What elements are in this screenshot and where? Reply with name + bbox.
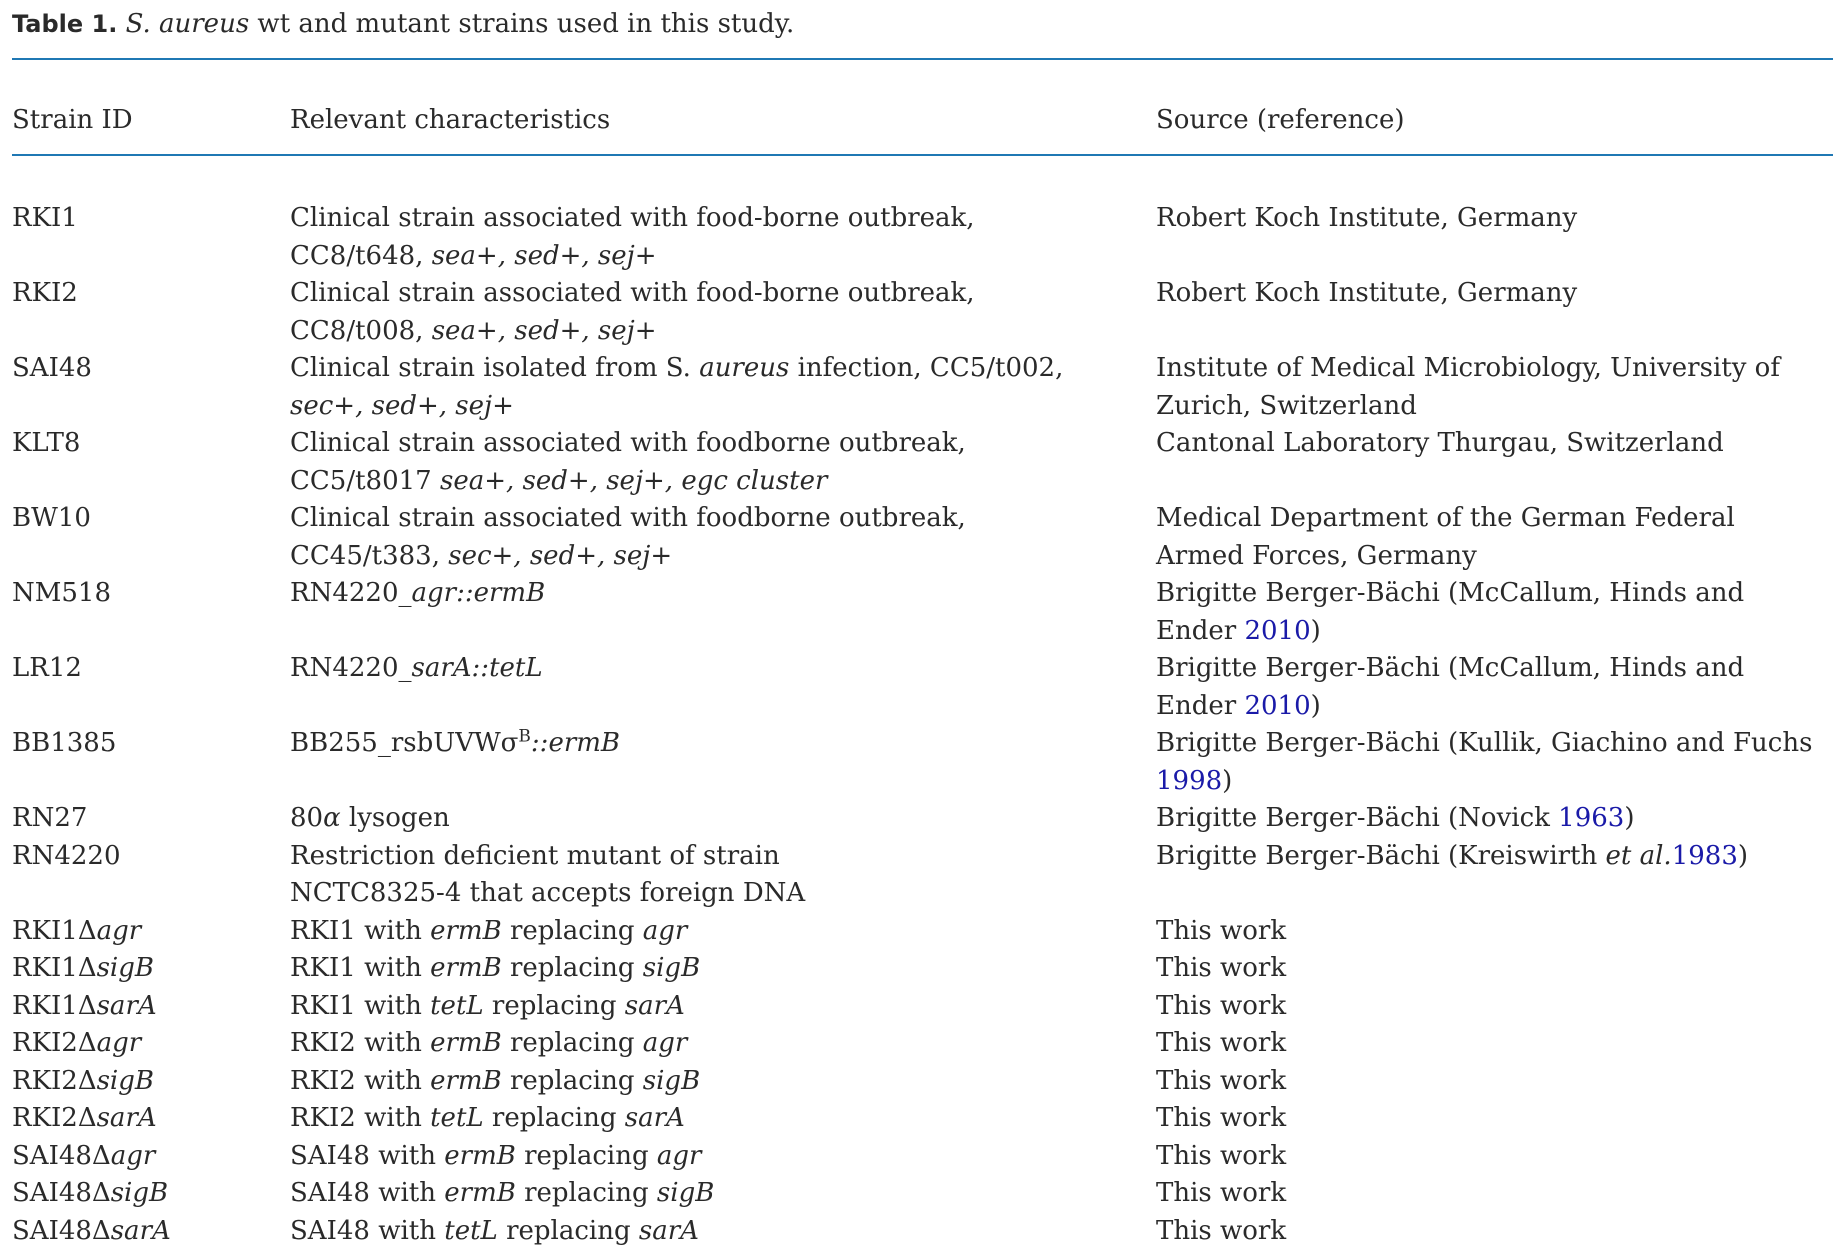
table-body <box>0 200 1833 1250</box>
strain-id: RN4220 <box>12 840 121 871</box>
source: This work <box>1156 915 1287 946</box>
char-text: replacing <box>515 1178 657 1208</box>
source-text: Brigitte Berger-Bächi (Novick <box>1156 803 1559 833</box>
source <box>1156 725 1826 800</box>
char-text: CC45/t383, <box>290 540 449 571</box>
strain-parent: SAI48Δ <box>12 1178 111 1208</box>
caption-text: wt and mutant strains used in this study. <box>249 9 795 39</box>
table-row <box>0 1100 1833 1138</box>
table-row <box>0 1063 1833 1101</box>
reference-link[interactable]: 1998 <box>1156 765 1223 796</box>
char-text: SAI48 with <box>290 1215 445 1246</box>
source: This work <box>1156 1140 1287 1171</box>
char-gene: sarA <box>638 1215 699 1246</box>
char-text: replacing <box>501 1028 643 1058</box>
strain-id: NM518 <box>12 578 111 608</box>
strain-parent: SAI48Δ <box>12 1140 111 1171</box>
strain-parent: RKI1Δ <box>12 990 97 1021</box>
char-gene: sarA <box>624 990 685 1021</box>
strain-id <box>12 1063 282 1101</box>
source-text: Brigitte Berger-Bächi (Kreiswirth <box>1156 840 1606 871</box>
char-text: CC8/t648, <box>290 240 432 271</box>
characteristics <box>290 988 1140 1026</box>
strain-id <box>12 1138 282 1176</box>
char-gene: sigB <box>656 1178 715 1208</box>
char-genes: sea+, sed+, sej+, egc cluster <box>439 465 828 496</box>
char-marker: ermB <box>444 1178 516 1208</box>
source-text: Brigitte Berger-Bächi (McCallum, Hinds and Ender <box>1156 653 1745 721</box>
strain-id <box>12 1100 282 1138</box>
char-line: Clinical strain associated with foodborne outbreak, <box>290 503 966 533</box>
strain-gene: sigB <box>96 1065 155 1096</box>
source-text: ) <box>1624 803 1635 833</box>
char-text: replacing <box>501 915 643 946</box>
characteristics <box>290 1138 1140 1176</box>
strain-parent: RKI1Δ <box>12 953 97 983</box>
char-marker: ermB <box>430 1065 502 1096</box>
reference-link[interactable]: 1963 <box>1558 803 1625 833</box>
char-text: replacing <box>501 1065 643 1096</box>
strain-id <box>12 1025 282 1063</box>
characteristics <box>290 425 1140 500</box>
strain-gene: sigB <box>96 953 155 983</box>
header-strain-id: Strain ID <box>12 105 133 135</box>
reference-link[interactable]: 1983 <box>1671 840 1738 871</box>
char-line: Clinical strain associated with food-borne outbreak, <box>290 278 975 308</box>
char-marker: ermB <box>430 1028 502 1058</box>
strain-id: SAI48 <box>12 353 92 383</box>
characteristics <box>290 1213 1140 1251</box>
strain-gene: sigB <box>110 1178 169 1208</box>
char-text: CC5/t8017 <box>290 465 440 496</box>
source-text: ) <box>1310 615 1321 646</box>
source-text: ) <box>1222 765 1233 796</box>
strain-id: RKI2 <box>12 278 78 308</box>
char-genes: ::ermB <box>530 728 621 758</box>
char-text: RKI2 with <box>290 1065 431 1096</box>
source: This work <box>1156 1065 1287 1096</box>
table-row <box>0 838 1833 913</box>
char-text: RKI1 with <box>290 915 431 946</box>
char-text: Clinical strain isolated from S. <box>290 353 700 383</box>
source-text: Brigitte Berger-Bächi (McCallum, Hinds and Ender <box>1156 578 1745 646</box>
characteristics <box>290 1025 1140 1063</box>
strain-id: LR12 <box>12 653 82 683</box>
table-row <box>0 650 1833 725</box>
header-characteristics: Relevant characteristics <box>290 105 611 135</box>
characteristics <box>290 350 1140 425</box>
strain-id: BW10 <box>12 503 91 533</box>
characteristics <box>290 575 1140 613</box>
char-superscript: B <box>518 726 531 747</box>
char-marker: ermB <box>430 915 502 946</box>
strain-parent: RKI2Δ <box>12 1065 97 1096</box>
char-text: RKI2 with <box>290 1103 431 1133</box>
table-row <box>0 1175 1833 1213</box>
source: This work <box>1156 1103 1287 1133</box>
char-genes: agr::ermB <box>411 578 546 608</box>
strain-id: KLT8 <box>12 428 81 458</box>
strain-parent: RKI2Δ <box>12 1028 97 1058</box>
strain-id <box>12 950 282 988</box>
source: This work <box>1156 1028 1287 1058</box>
char-text: replacing <box>501 953 643 983</box>
source: Robert Koch Institute, Germany <box>1156 278 1578 308</box>
characteristics <box>290 1063 1140 1101</box>
table-row <box>0 1138 1833 1176</box>
reference-link[interactable]: 2010 <box>1244 690 1311 721</box>
table-row <box>0 725 1833 800</box>
source <box>1156 800 1826 838</box>
char-gene: agr <box>642 1028 688 1058</box>
strain-gene: agr <box>96 1028 142 1058</box>
strain-id <box>12 1213 282 1251</box>
source: Institute of Medical Microbiology, University of Zurich, Switzerland <box>1156 353 1780 421</box>
source: This work <box>1156 1178 1287 1208</box>
char-genes: sea+, sed+, sej+ <box>431 240 657 271</box>
char-text: replacing <box>497 1215 639 1246</box>
header-rule <box>12 154 1833 156</box>
char-text: CC8/t008, <box>290 315 432 346</box>
source <box>1156 575 1826 650</box>
source <box>1156 838 1826 876</box>
characteristics <box>290 950 1140 988</box>
reference-link[interactable]: 2010 <box>1244 615 1311 646</box>
strain-id: RKI1 <box>12 203 78 233</box>
strain-gene: agr <box>110 1140 156 1171</box>
strain-id: RN27 <box>12 803 88 833</box>
header-source: Source (reference) <box>1156 105 1405 135</box>
top-rule <box>12 58 1833 60</box>
char-text: replacing <box>483 990 625 1021</box>
source: Robert Koch Institute, Germany <box>1156 203 1578 233</box>
source <box>1156 650 1826 725</box>
table-row <box>0 800 1833 838</box>
char-text: infection, CC5/t002, <box>789 353 1064 383</box>
source: Medical Department of the German Federal Armed Forces, Germany <box>1156 503 1735 571</box>
strain-parent: SAI48Δ <box>12 1215 111 1246</box>
char-alpha: α <box>323 803 341 833</box>
char-marker: tetL <box>444 1215 498 1246</box>
table-row <box>0 500 1833 575</box>
source-text: ) <box>1737 840 1749 871</box>
table-row <box>0 425 1833 500</box>
char-text: replacing <box>483 1103 625 1133</box>
strain-id: BB1385 <box>12 728 117 758</box>
char-genes: sec+, sed+, sej+ <box>290 390 514 421</box>
char-text: RKI1 with <box>290 990 431 1021</box>
char-gene: sarA <box>624 1103 685 1133</box>
char-marker: ermB <box>444 1140 516 1171</box>
strain-id <box>12 1175 282 1213</box>
char-text: RN4220_ <box>290 653 412 683</box>
characteristics <box>290 1100 1140 1138</box>
caption-species: S. aureus <box>125 9 250 39</box>
source: This work <box>1156 990 1287 1021</box>
table-row <box>0 575 1833 650</box>
source-text: ) <box>1310 690 1321 721</box>
characteristics <box>290 800 1140 838</box>
char-genes: sec+, sed+, sej+ <box>448 540 673 571</box>
char-genes: sea+, sed+, sej+ <box>431 315 657 346</box>
char-text: replacing <box>515 1140 657 1171</box>
strain-gene: agr <box>96 915 142 946</box>
table-row <box>0 1213 1833 1251</box>
char-text: RKI2 with <box>290 1028 431 1058</box>
table-row <box>0 200 1833 275</box>
char-text: SAI48 with <box>290 1140 445 1171</box>
char-text: SAI48 with <box>290 1178 445 1208</box>
source: Cantonal Laboratory Thurgau, Switzerland <box>1156 428 1724 458</box>
strain-id <box>12 913 282 951</box>
char-line: Clinical strain associated with foodborne outbreak, <box>290 428 966 458</box>
char-line: Clinical strain associated with food-borne outbreak, <box>290 203 975 233</box>
source: This work <box>1156 953 1287 983</box>
strain-id <box>12 988 282 1026</box>
char-text: lysogen <box>340 803 450 833</box>
table-row <box>0 1025 1833 1063</box>
characteristics <box>290 200 1140 275</box>
characteristics <box>290 500 1140 575</box>
characteristics <box>290 650 1140 688</box>
table-row <box>0 988 1833 1026</box>
strain-parent: RKI2Δ <box>12 1103 97 1133</box>
char-marker: tetL <box>430 1103 484 1133</box>
char-species: aureus <box>699 353 790 383</box>
table-caption <box>12 4 794 44</box>
characteristics <box>290 275 1140 350</box>
char-gene: sigB <box>642 1065 701 1096</box>
strain-gene: sarA <box>110 1215 171 1246</box>
characteristics <box>290 913 1140 951</box>
char-text: 80 <box>290 803 324 833</box>
characteristics <box>290 725 1140 763</box>
characteristics: Restriction deficient mutant of strain NCTC8325-4 that accepts foreign DNA <box>290 840 806 908</box>
char-gene: agr <box>656 1140 702 1171</box>
table-label: Table 1. <box>12 10 118 38</box>
char-text: BB255_rsbUVWσ <box>290 728 519 758</box>
char-gene: agr <box>642 915 688 946</box>
source-text: Brigitte Berger-Bächi (Kullik, Giachino and Fuchs <box>1156 728 1813 758</box>
table-row <box>0 350 1833 425</box>
strain-parent: RKI1Δ <box>12 915 97 946</box>
char-text: RN4220_ <box>290 578 412 608</box>
char-text: RKI1 with <box>290 953 431 983</box>
table-row <box>0 950 1833 988</box>
char-genes: sarA::tetL <box>411 653 543 683</box>
strain-gene: sarA <box>96 1103 157 1133</box>
strain-gene: sarA <box>96 990 157 1021</box>
table-row <box>0 275 1833 350</box>
char-marker: tetL <box>430 990 484 1021</box>
source-etal: et al. <box>1605 840 1672 871</box>
char-marker: ermB <box>430 953 502 983</box>
source: This work <box>1156 1215 1287 1246</box>
table-row <box>0 913 1833 951</box>
char-gene: sigB <box>642 953 701 983</box>
characteristics <box>290 1175 1140 1213</box>
